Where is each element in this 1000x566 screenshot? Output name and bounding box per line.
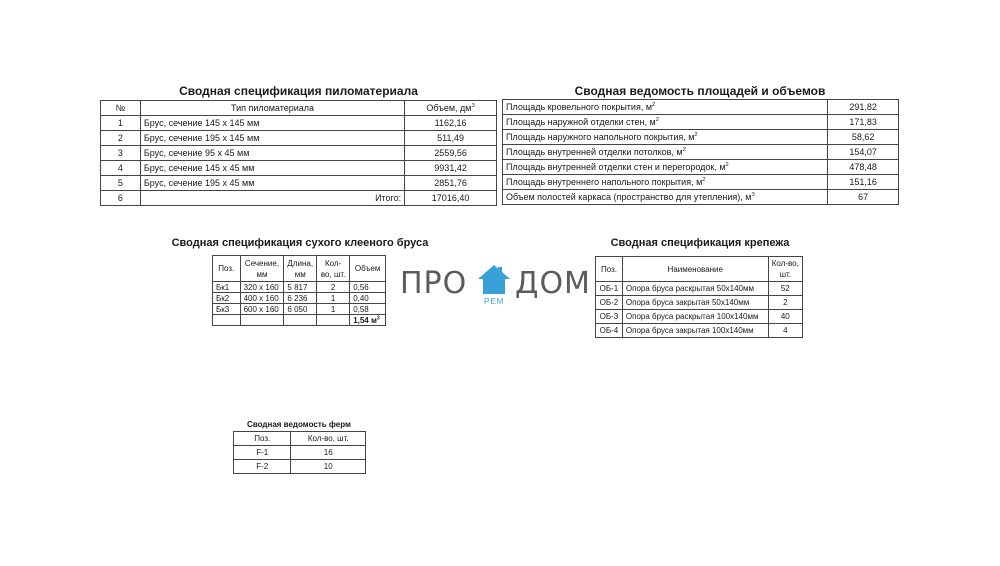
row-type: Брус, сечение 95 х 45 мм <box>140 146 404 161</box>
area-label: Площадь кровельного покрытия, $м^2$ <box>503 100 828 115</box>
lumber-total-row <box>101 191 497 206</box>
row-num: 4 <box>101 161 141 176</box>
row-volume: 2851,76 <box>405 176 497 191</box>
glulam-section: 400 х 160 <box>240 293 284 304</box>
glulam-title: Сводная спецификация сухого клееного бруса <box>171 237 429 249</box>
glulam-pos: Бк1 <box>213 282 241 293</box>
table-row <box>234 460 366 474</box>
area-value: 478,48 <box>828 160 899 175</box>
total-volume: 17016,40 <box>405 191 497 206</box>
table-row <box>596 296 803 310</box>
fastener-name: Опора бруса раскрытая 50х140мм <box>622 282 768 296</box>
glulam-section: 600 х 160 <box>240 304 284 315</box>
glulam-pos: Бк2 <box>213 293 241 304</box>
truss-pos: F-1 <box>234 446 291 460</box>
row-volume: 2559,56 <box>405 146 497 161</box>
trusses-header-pos: Поз. <box>234 432 291 446</box>
fasteners-header-qty: Кол-во, шт. <box>768 257 802 282</box>
total-label: Итого: <box>140 191 404 206</box>
lumber-title: Сводная спецификация пиломатериала <box>179 84 418 98</box>
table-row <box>503 115 899 130</box>
fastener-pos: ОБ-2 <box>596 296 623 310</box>
lumber-table <box>100 100 497 206</box>
trusses-header-row <box>234 432 366 446</box>
lumber-header-num: № <box>101 101 141 116</box>
trusses-title: Сводная ведомость ферм <box>247 420 351 429</box>
row-num: 5 <box>101 176 141 191</box>
area-label: Площадь наружного напольного покрытия, $м^2$ <box>503 130 828 145</box>
glulam-total-empty <box>317 315 350 326</box>
area-value: 151,16 <box>828 175 899 190</box>
glulam-total-row <box>213 315 386 326</box>
logo-text-right: ДОМ <box>515 266 591 301</box>
area-label: Объем полостей каркаса (пространство для утепления), $м^3$ <box>503 190 828 205</box>
glulam-volume: 0,56 <box>350 282 386 293</box>
table-row <box>596 324 803 338</box>
row-num: 2 <box>101 131 141 146</box>
area-value: 171,83 <box>828 115 899 130</box>
lumber-header-row <box>101 101 497 116</box>
fastener-name: Опора бруса закрытая 50х140мм <box>622 296 768 310</box>
trusses-table <box>233 431 366 474</box>
glulam-pos: Бк3 <box>213 304 241 315</box>
table-row <box>213 282 386 293</box>
glulam-qty: 2 <box>317 282 350 293</box>
area-value: 154,07 <box>828 145 899 160</box>
area-label: Площадь внутреннего напольного покрытия, $м^2$ <box>503 175 828 190</box>
area-label: Площадь внутренней отделки стен и перегородок, $м^2$ <box>503 160 828 175</box>
glulam-total-empty <box>240 315 284 326</box>
glulam-header-length: Длина, мм <box>284 256 317 282</box>
fasteners-header-pos: Поз. <box>596 257 623 282</box>
fastener-qty: 4 <box>768 324 802 338</box>
table-row <box>101 131 497 146</box>
fasteners-header-name: Наименование <box>622 257 768 282</box>
fastener-qty: 52 <box>768 282 802 296</box>
glulam-total-empty <box>213 315 241 326</box>
area-label: Площадь наружной отделки стен, $м^2$ <box>503 115 828 130</box>
area-value: 291,82 <box>828 100 899 115</box>
truss-qty: 16 <box>291 446 366 460</box>
areas-title: Сводная ведомость площадей и объемов <box>574 84 826 98</box>
table-row <box>503 145 899 160</box>
areas-table <box>502 99 899 205</box>
trusses-header-qty: Кол-во, шт. <box>291 432 366 446</box>
fasteners-title: Сводная спецификация крепежа <box>610 237 790 249</box>
table-row <box>101 116 497 131</box>
truss-pos: F-2 <box>234 460 291 474</box>
fastener-qty: 40 <box>768 310 802 324</box>
table-row <box>503 100 899 115</box>
glulam-length: 6 236 <box>284 293 317 304</box>
row-num: 3 <box>101 146 141 161</box>
row-type: Брус, сечение 145 х 45 мм <box>140 161 404 176</box>
table-row <box>101 176 497 191</box>
table-row <box>503 190 899 205</box>
glulam-volume: 0,40 <box>350 293 386 304</box>
fastener-pos: ОБ-3 <box>596 310 623 324</box>
glulam-header-qty: Кол-во, шт. <box>317 256 350 282</box>
house-icon <box>476 262 512 296</box>
table-row <box>596 282 803 296</box>
table-row <box>213 304 386 315</box>
glulam-total-empty <box>284 315 317 326</box>
table-row <box>101 161 497 176</box>
glulam-length: 5 817 <box>284 282 317 293</box>
table-row <box>101 146 497 161</box>
logo-text-left: ПРО <box>400 266 468 301</box>
row-num: 1 <box>101 116 141 131</box>
glulam-header-row <box>213 256 386 282</box>
table-row <box>503 175 899 190</box>
fastener-pos: ОБ-1 <box>596 282 623 296</box>
area-label: Площадь внутренней отделки потолков, $м^2$ <box>503 145 828 160</box>
table-row <box>503 160 899 175</box>
row-type: Брус, сечение 195 х 45 мм <box>140 176 404 191</box>
fastener-name: Опора бруса раскрытая 100х140мм <box>622 310 768 324</box>
glulam-header-pos: Поз. <box>213 256 241 282</box>
row-volume: 9931,42 <box>405 161 497 176</box>
glulam-qty: 1 <box>317 304 350 315</box>
glulam-header-section: Сечение, мм <box>240 256 284 282</box>
logo-sub: РЕМ <box>484 297 505 306</box>
glulam-section: 320 х 160 <box>240 282 284 293</box>
glulam-qty: 1 <box>317 293 350 304</box>
lumber-header-type: Тип пиломатериала <box>140 101 404 116</box>
fastener-pos: ОБ-4 <box>596 324 623 338</box>
glulam-length: 6 050 <box>284 304 317 315</box>
glulam-header-volume: Объем <box>350 256 386 282</box>
glulam-volume: 0,58 <box>350 304 386 315</box>
lumber-header-volume: Объем, $дм^3$ <box>405 101 497 116</box>
row-volume: 1162,16 <box>405 116 497 131</box>
row-volume: 511,49 <box>405 131 497 146</box>
glulam-total-volume: 1,54 $м^3$ <box>350 315 386 326</box>
table-row <box>234 446 366 460</box>
fasteners-table <box>595 256 803 338</box>
truss-qty: 10 <box>291 460 366 474</box>
row-type: Брус, сечение 145 х 145 мм <box>140 116 404 131</box>
total-num: 6 <box>101 191 141 206</box>
glulam-table <box>212 255 386 326</box>
table-row <box>503 130 899 145</box>
fasteners-header-row <box>596 257 803 282</box>
row-type: Брус, сечение 195 х 145 мм <box>140 131 404 146</box>
area-value: 58,62 <box>828 130 899 145</box>
fastener-qty: 2 <box>768 296 802 310</box>
fastener-name: Опора бруса закрытая 100х140мм <box>622 324 768 338</box>
table-row <box>213 293 386 304</box>
area-value: 67 <box>828 190 899 205</box>
table-row <box>596 310 803 324</box>
